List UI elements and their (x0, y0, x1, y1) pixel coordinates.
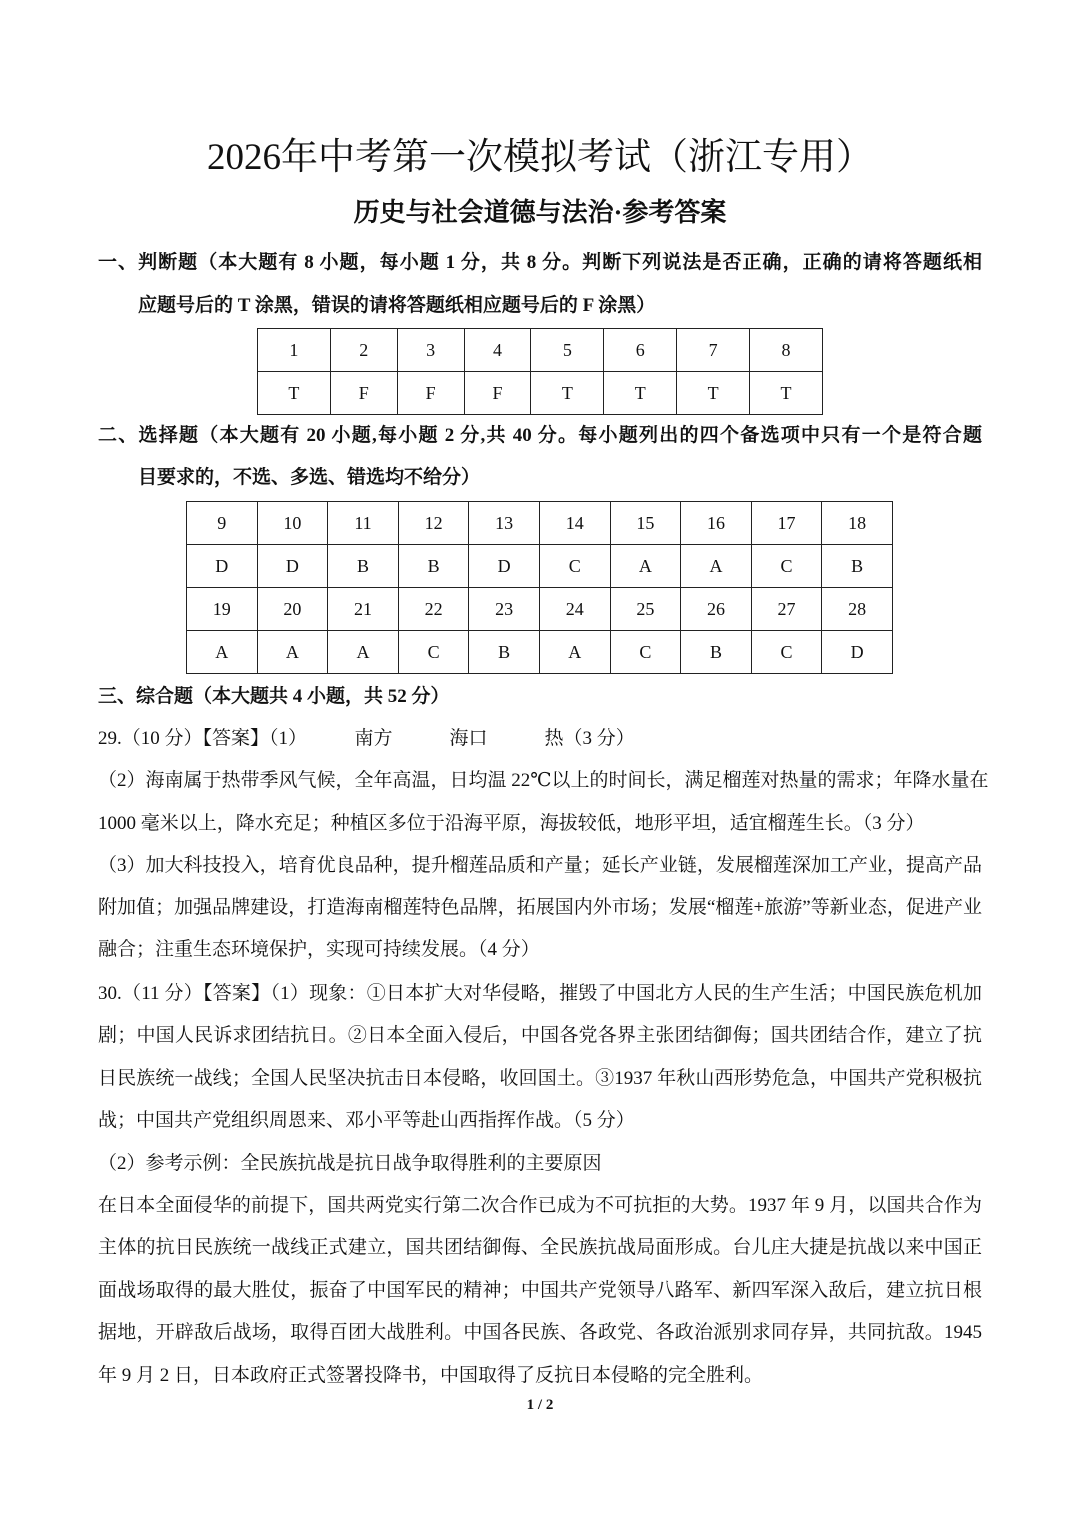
table-row (187, 545, 893, 588)
answer-cell: C (751, 631, 822, 674)
answer-cell: A (610, 545, 681, 588)
section2-heading: 二、选择题（本大题有 20 小题,每小题 2 分,共 40 分。每小题列出的四个备选项中只有一个是符合题 (98, 425, 982, 446)
document-subtitle: 历史与社会道德与法治·参考答案 (353, 198, 727, 227)
answer-text-line: 战；中国共产党组织周恩来、邓小平等赴山西指挥作战。（5 分） (98, 1110, 635, 1131)
answer-cell: T (750, 372, 823, 415)
question-number-cell: 15 (610, 502, 681, 545)
question-number-cell: 1 (258, 329, 331, 372)
judgment-answer-table (257, 328, 823, 415)
answer-text-line: 年 9 月 2 日，日本政府正式签署投降书，中国取得了反抗日本侵略的完全胜利。 (98, 1365, 764, 1386)
answer-text-line: 29.（10 分）【答案】（1） 南方 海口 热（3 分） (98, 728, 635, 749)
question-number-cell: 2 (330, 329, 397, 372)
page-number: 1 / 2 (526, 1397, 554, 1413)
answer-cell: T (604, 372, 677, 415)
table-row (187, 588, 893, 631)
answer-text-line: 面战场取得的最大胜仗，振奋了中国军民的精神；中国共产党领导八路军、新四军深入敌后，建立抗日根 (98, 1280, 982, 1301)
answer-text-line: 附加值；加强品牌建设，打造海南榴莲特色品牌，拓展国内外市场；发展“榴莲+旅游”等新业态，促进产业 (98, 897, 982, 918)
question-number-cell: 8 (750, 329, 823, 372)
question-number-cell: 23 (469, 588, 540, 631)
question-number-cell: 10 (257, 502, 328, 545)
answer-text-line: 30.（11 分）【答案】（1）现象：①日本扩大对华侵略，摧毁了中国北方人民的生产生活；中国民族危机加 (98, 983, 982, 1004)
answer-cell: A (328, 631, 399, 674)
answer-cell: A (257, 631, 328, 674)
section3-heading: 三、综合题（本大题共 4 小题，共 52 分） (98, 686, 450, 707)
table-row (187, 631, 893, 674)
question-number-cell: 24 (539, 588, 610, 631)
question-number-cell: 12 (398, 502, 469, 545)
question-number-cell: 13 (469, 502, 540, 545)
answer-cell: D (257, 545, 328, 588)
answer-cell: B (469, 631, 540, 674)
section1-heading: 一、判断题（本大题有 8 小题，每小题 1 分，共 8 分。判断下列说法是否正确，正确的请将答题纸相 (98, 252, 982, 273)
answer-cell: F (397, 372, 464, 415)
answer-cell: D (187, 545, 258, 588)
answer-cell: B (681, 631, 752, 674)
answer-text-line: （2）海南属于热带季风气候，全年高温，日均温 22℃以上的时间长，满足榴莲对热量的需求；年降水量在 (98, 770, 989, 791)
answer-cell: B (822, 545, 893, 588)
question-number-cell: 16 (681, 502, 752, 545)
answer-text-line: 剧；中国人民诉求团结抗日。②日本全面入侵后，中国各党各界主张团结御侮；国共团结合作，建立了抗 (98, 1025, 982, 1046)
answer-cell: D (822, 631, 893, 674)
question-number-cell: 27 (751, 588, 822, 631)
question-number-cell: 26 (681, 588, 752, 631)
question-number-cell: 17 (751, 502, 822, 545)
question-number-cell: 19 (187, 588, 258, 631)
section2-heading-cont: 目要求的，不选、多选、错选均不给分） (138, 467, 481, 488)
answer-cell: C (398, 631, 469, 674)
answer-text-line: 在日本全面侵华的前提下，国共两党实行第二次合作已成为不可抗拒的大势。1937 年 9 月，以国共合作为 (98, 1195, 982, 1216)
answer-cell: F (464, 372, 531, 415)
question-number-cell: 18 (822, 502, 893, 545)
question-number-cell: 28 (822, 588, 893, 631)
answer-cell: T (258, 372, 331, 415)
table-row (258, 372, 823, 415)
answer-cell: A (187, 631, 258, 674)
question-number-cell: 22 (398, 588, 469, 631)
question-number-cell: 9 (187, 502, 258, 545)
question-number-cell: 4 (464, 329, 531, 372)
question-number-cell: 7 (677, 329, 750, 372)
answer-text-line: （3）加大科技投入，培育优良品种，提升榴莲品质和产量；延长产业链，发展榴莲深加工产业，提高产品 (98, 855, 982, 876)
answer-cell: C (610, 631, 681, 674)
answer-text-line: 1000 毫米以上，降水充足；种植区多位于沿海平原，海拔较低，地形平坦，适宜榴莲生长。（3 分） (98, 813, 925, 834)
answer-cell: B (398, 545, 469, 588)
answer-cell: D (469, 545, 540, 588)
answer-text-line: 日民族统一战线；全国人民坚决抗击日本侵略，收回国土。③1937 年秋山西形势危急，中国共产党积极抗 (98, 1068, 982, 1089)
table-row (258, 329, 823, 372)
answer-cell: B (328, 545, 399, 588)
answer-cell: A (681, 545, 752, 588)
choice-answer-table (186, 501, 893, 674)
question-number-cell: 21 (328, 588, 399, 631)
answer-text-line: （2）参考示例：全民族抗战是抗日战争取得胜利的主要原因 (98, 1153, 602, 1174)
question-number-cell: 11 (328, 502, 399, 545)
question-number-cell: 20 (257, 588, 328, 631)
answer-cell: A (539, 631, 610, 674)
answer-text-line: 主体的抗日民族统一战线正式建立，国共团结御侮、全民族抗战局面形成。台儿庄大捷是抗战以来中国正 (98, 1237, 982, 1258)
answer-cell: T (677, 372, 750, 415)
section1-heading-cont: 应题号后的 T 涂黑，错误的请将答题纸相应题号后的 F 涂黑） (138, 295, 656, 316)
question-number-cell: 25 (610, 588, 681, 631)
question-number-cell: 6 (604, 329, 677, 372)
question-number-cell: 3 (397, 329, 464, 372)
answer-cell: F (330, 372, 397, 415)
answer-cell: T (531, 372, 604, 415)
answer-text-line: 据地，开辟敌后战场，取得百团大战胜利。中国各民族、各政党、各政治派别求同存异，共同抗敌。1945 (98, 1322, 982, 1343)
answer-text-line: 融合；注重生态环境保护，实现可持续发展。（4 分） (98, 939, 540, 960)
answer-cell: C (539, 545, 610, 588)
question-number-cell: 14 (539, 502, 610, 545)
question-number-cell: 5 (531, 329, 604, 372)
table-row (187, 502, 893, 545)
document-title: 2026年中考第一次模拟考试（浙江专用） (207, 137, 873, 178)
answer-cell: C (751, 545, 822, 588)
